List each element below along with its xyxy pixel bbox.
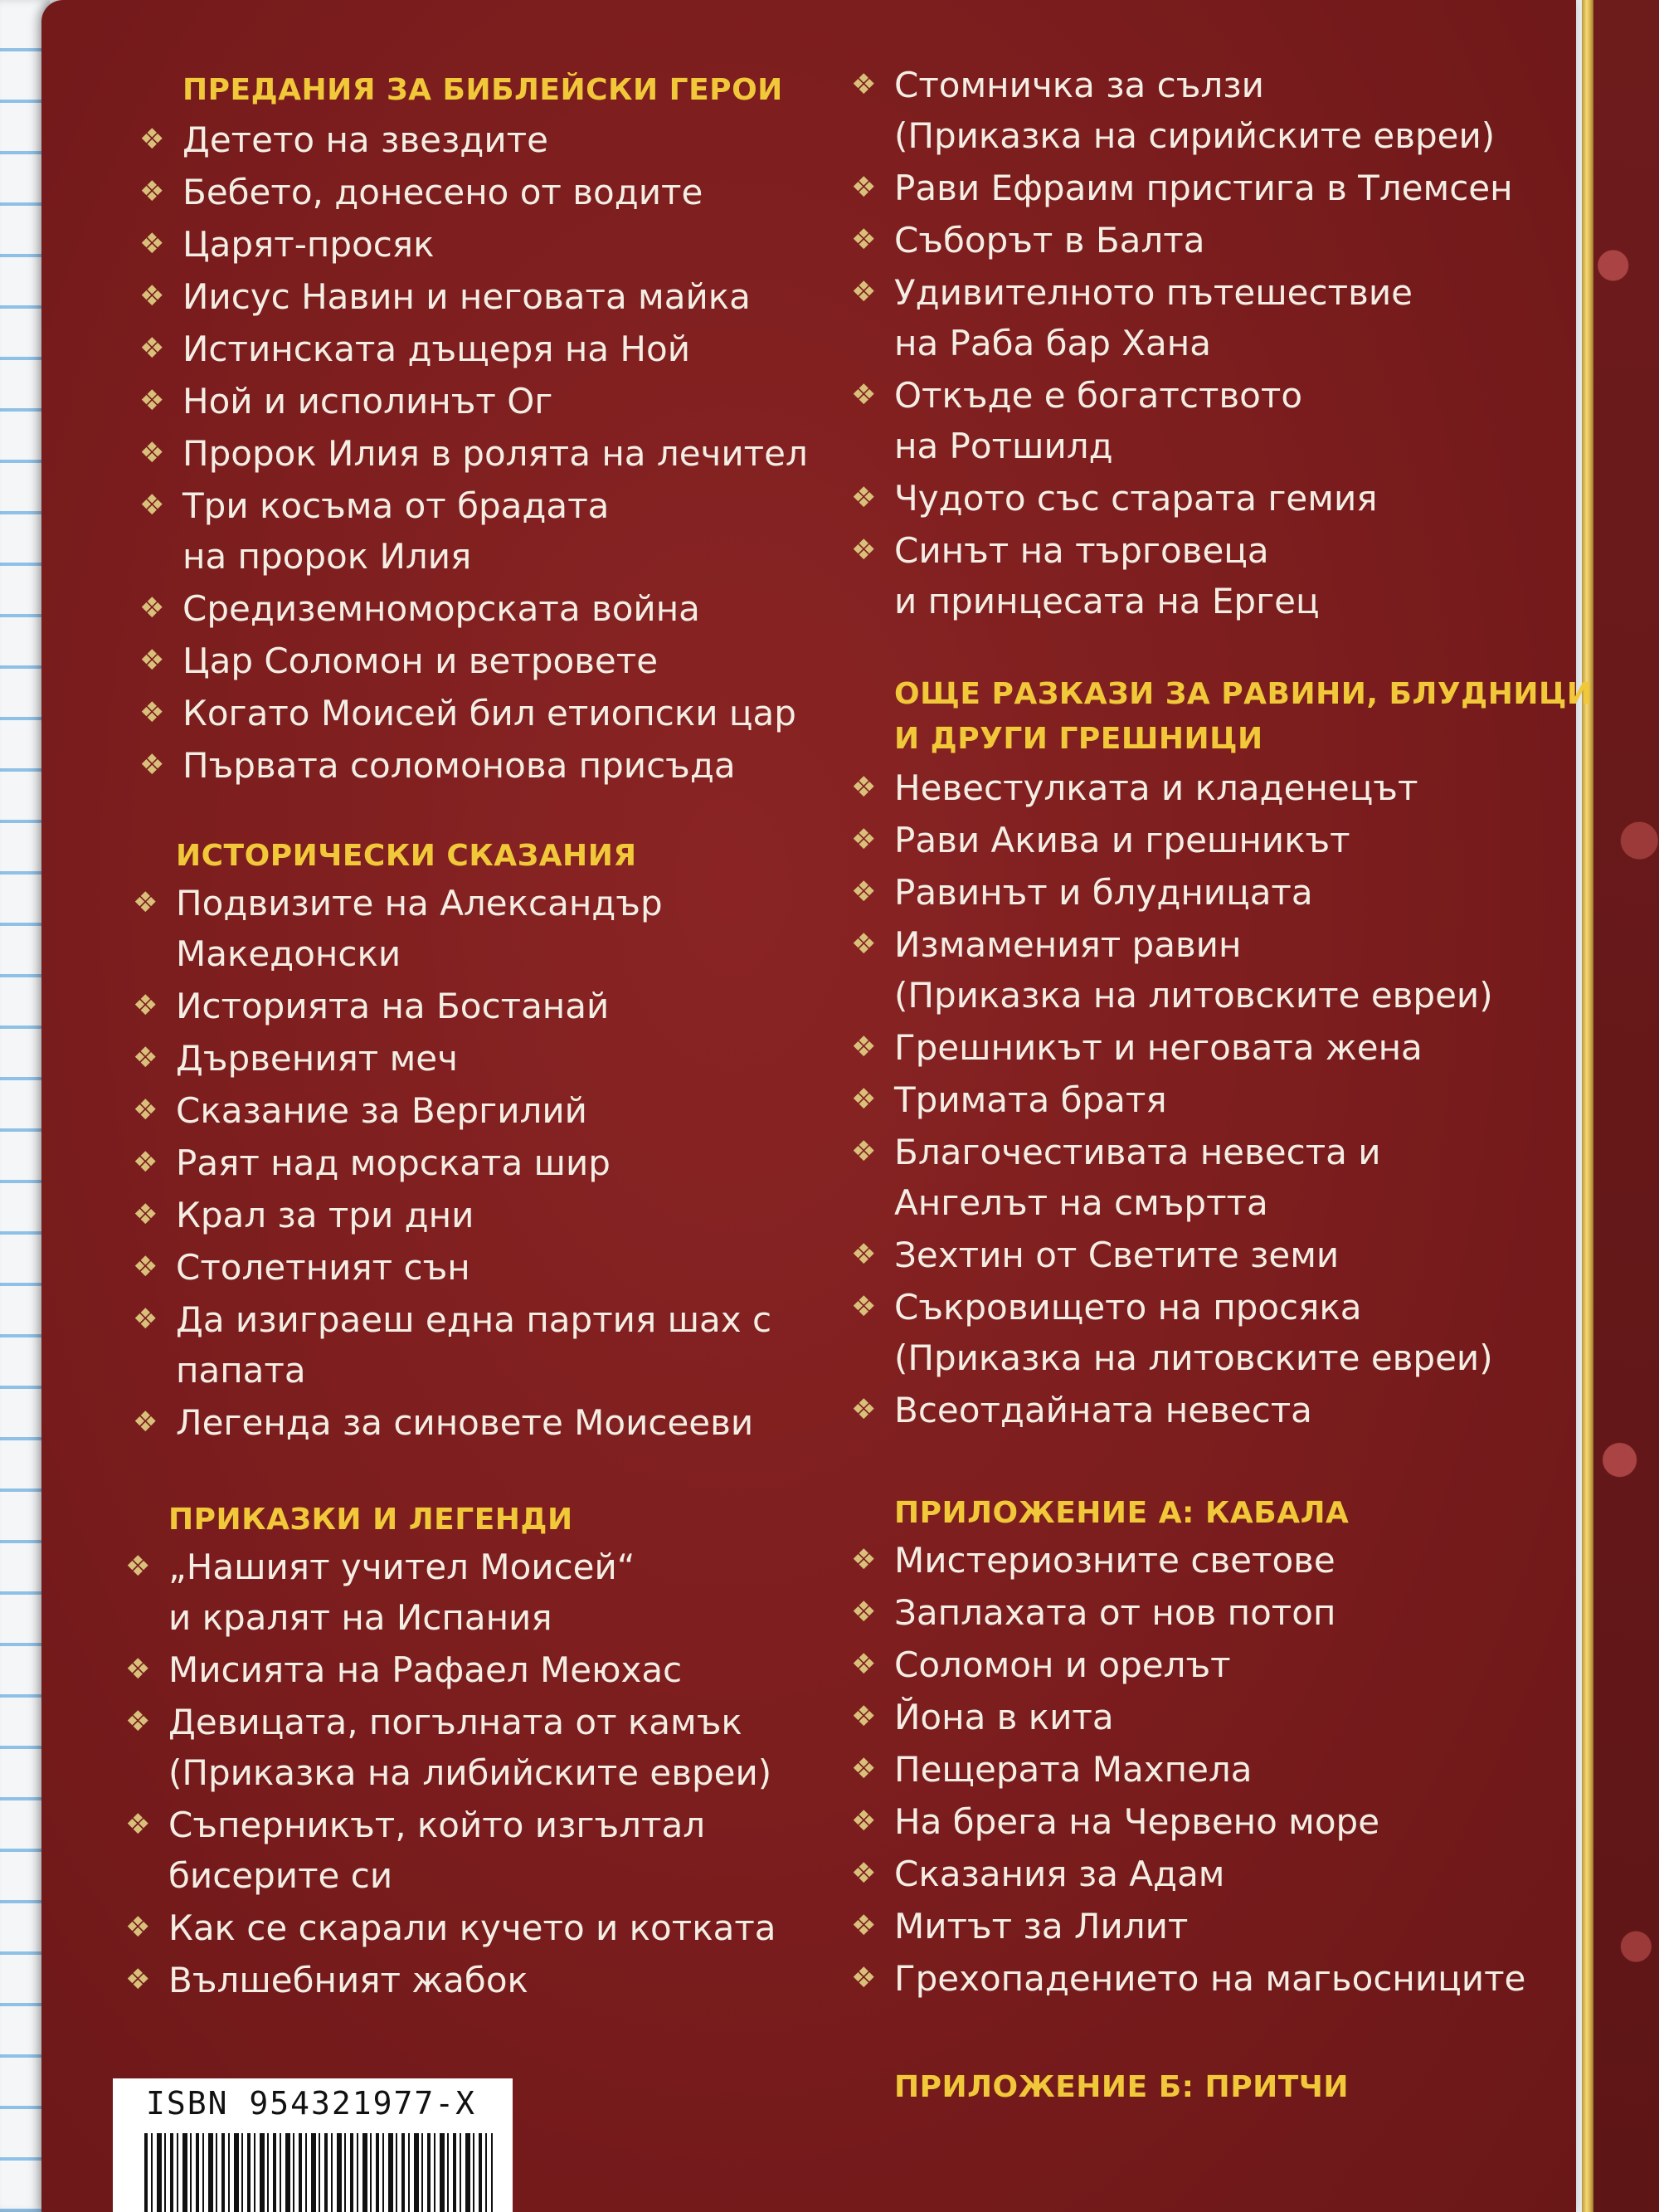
toc-item — [139, 480, 610, 582]
bullet-icon: ❖ — [133, 1250, 158, 1284]
toc-item-text: на пророк Илия — [182, 536, 472, 577]
toc-item — [851, 1535, 1335, 1586]
toc-item — [851, 919, 1493, 1021]
toc-item — [851, 763, 1418, 813]
bullet-icon: ❖ — [851, 875, 877, 909]
toc-item-text: Мистериозните светове — [894, 1540, 1335, 1581]
toc-item — [125, 1903, 776, 1953]
toc-item — [125, 1697, 772, 1798]
toc-item — [139, 324, 690, 374]
toc-item-text: Крал за три дни — [176, 1195, 474, 1235]
bullet-icon: ❖ — [139, 175, 165, 208]
toc-item — [851, 525, 1320, 626]
toc-item — [125, 1955, 528, 2005]
toc-item — [125, 1542, 635, 1643]
toc-item-text: Царят-просяк — [182, 224, 435, 265]
isbn-barcode-label — [113, 2078, 513, 2212]
toc-item-text: Невестулката и кладенецът — [894, 767, 1418, 808]
toc-item — [133, 1294, 772, 1396]
toc-item-text: Стомничка за сълзи — [894, 65, 1264, 105]
toc-item — [139, 219, 435, 270]
toc-item — [851, 1640, 1231, 1690]
toc-item — [139, 688, 796, 738]
toc-item — [851, 1022, 1423, 1073]
bullet-icon: ❖ — [125, 1808, 151, 1841]
bullet-icon: ❖ — [851, 1083, 877, 1116]
toc-item-text: Тримата братя — [894, 1079, 1167, 1120]
toc-item — [851, 815, 1350, 865]
toc-item — [851, 473, 1378, 524]
toc-item-text: Благочестивата невеста и — [894, 1132, 1381, 1172]
toc-item-text: Македонски — [176, 933, 401, 974]
toc-item-text: Ной и исполинът Ог — [182, 381, 553, 421]
toc-item-text: Пещерата Махпела — [894, 1749, 1253, 1790]
toc-item — [851, 60, 1496, 161]
toc-item-text: Измаменият равин — [894, 924, 1242, 965]
bullet-icon: ❖ — [125, 1705, 151, 1738]
toc-item — [133, 981, 610, 1031]
toc-item — [125, 1644, 683, 1695]
toc-item-text: Средиземноморската война — [182, 588, 700, 629]
bullet-icon: ❖ — [133, 1406, 158, 1439]
toc-item-text: Всеотдайната невеста — [894, 1390, 1312, 1430]
bullet-icon: ❖ — [851, 223, 877, 256]
toc-item-text: Рави Акива и грешникът — [894, 820, 1350, 860]
bullet-icon: ❖ — [851, 1543, 877, 1576]
toc-item — [133, 1033, 458, 1084]
toc-item-text: Равинът и блудницата — [894, 872, 1313, 913]
toc-item — [851, 867, 1313, 918]
isbn-number: ISBN 954321977-X — [146, 2085, 477, 2122]
toc-item — [139, 636, 659, 686]
toc-item-text: Легенда за синовете Моисееви — [176, 1402, 754, 1443]
toc-item-text: Сказание за Вергилий — [176, 1090, 587, 1131]
bullet-icon: ❖ — [139, 489, 165, 522]
section-heading: ПРИЛОЖЕНИЕ А: КАБАЛА — [894, 1496, 1350, 1530]
toc-item-text: Съборът в Балта — [894, 220, 1205, 261]
toc-item — [139, 271, 751, 322]
barcode-icon — [144, 2133, 493, 2212]
bullet-icon: ❖ — [133, 1041, 158, 1074]
toc-item — [125, 1800, 706, 1901]
bullet-icon: ❖ — [851, 481, 877, 514]
toc-item-text: Съкровището на просяка — [894, 1287, 1362, 1328]
toc-item — [139, 740, 736, 791]
toc-item-text: Рави Ефраим пристига в Тлемсен — [894, 168, 1513, 208]
bullet-icon: ❖ — [851, 1961, 877, 1995]
toc-item-text: Иисус Навин и неговата майка — [182, 276, 751, 317]
toc-item — [133, 1397, 754, 1448]
toc-item-text: Откъде е богатството — [894, 375, 1303, 416]
section-heading: ПРИКАЗКИ И ЛЕГЕНДИ — [168, 1503, 573, 1537]
toc-item — [851, 1385, 1312, 1435]
toc-item-text: (Приказка на сирийските евреи) — [894, 115, 1496, 156]
section-heading: ПРИЛОЖЕНИЕ Б: ПРИТЧИ — [894, 2070, 1349, 2104]
toc-item-text: Сказания за Адам — [894, 1854, 1225, 1894]
toc-item-text: Ангелът на смъртта — [894, 1182, 1268, 1223]
bullet-icon: ❖ — [851, 68, 877, 101]
toc-item-text: Дървеният меч — [176, 1038, 458, 1079]
bullet-icon: ❖ — [139, 748, 165, 782]
toc-item-text: Чудото със старата гемия — [894, 478, 1378, 519]
toc-item-text: Как се скарали кучето и котката — [168, 1907, 776, 1948]
toc-item — [133, 1085, 587, 1136]
damask-pattern — [1593, 0, 1659, 2212]
toc-item-text: На брега на Червено море — [894, 1801, 1380, 1842]
bullet-icon: ❖ — [851, 771, 877, 804]
bullet-icon: ❖ — [851, 1857, 877, 1890]
bullet-icon: ❖ — [133, 1146, 158, 1179]
toc-item — [133, 1190, 474, 1240]
bullet-icon: ❖ — [133, 1198, 158, 1231]
toc-item-text: на Ротшилд — [894, 426, 1113, 466]
toc-item-text: Пророк Илия в ролята на лечител — [182, 433, 808, 474]
toc-item-text: Грешникът и неговата жена — [894, 1027, 1423, 1068]
bullet-icon: ❖ — [851, 1909, 877, 1942]
toc-item — [851, 1074, 1167, 1125]
toc-item — [851, 1849, 1225, 1899]
bullet-icon: ❖ — [851, 1135, 877, 1168]
bullet-icon: ❖ — [133, 1303, 158, 1336]
toc-item-text: и кралят на Испания — [168, 1597, 552, 1638]
bullet-icon: ❖ — [125, 1653, 151, 1686]
toc-item-text: Бебето, донесено от водите — [182, 172, 703, 212]
bullet-icon: ❖ — [851, 1030, 877, 1064]
bullet-icon: ❖ — [851, 1700, 877, 1733]
toc-item — [851, 1692, 1114, 1742]
toc-item-text: на Раба бар Хана — [894, 323, 1211, 363]
bullet-icon: ❖ — [125, 1963, 151, 1996]
toc-item — [851, 1796, 1380, 1847]
toc-item-text: Заплахата от нов потоп — [894, 1592, 1336, 1633]
toc-item-text: Истинската дъщеря на Ной — [182, 329, 690, 369]
bullet-icon: ❖ — [851, 1805, 877, 1838]
bullet-icon: ❖ — [133, 1094, 158, 1127]
toc-item-text: Йона в кита — [894, 1697, 1114, 1737]
toc-item — [851, 1901, 1189, 1951]
toc-item-text: (Приказка на литовските евреи) — [894, 1337, 1493, 1378]
section-heading: ИСТОРИЧЕСКИ СКАЗАНИЯ — [176, 839, 637, 873]
toc-item-text: бисерите си — [168, 1855, 393, 1896]
toc-item-text: папата — [176, 1350, 306, 1391]
bullet-icon: ❖ — [851, 534, 877, 567]
toc-item-text: Грехопадението на магьосниците — [894, 1958, 1526, 1999]
toc-item-text: Девицата, погълната от камък — [168, 1702, 742, 1742]
toc-item-text: Историята на Бостанай — [176, 986, 610, 1026]
toc-item-text: Подвизите на Александър — [176, 883, 663, 923]
toc-item-text: Соломон и орелът — [894, 1644, 1231, 1685]
toc-item-text: Синът на търговеца — [894, 530, 1269, 571]
bullet-icon: ❖ — [139, 592, 165, 625]
toc-item — [851, 163, 1513, 213]
toc-item-text: Цар Соломон и ветровете — [182, 641, 659, 681]
bullet-icon: ❖ — [851, 1238, 877, 1271]
bullet-icon: ❖ — [851, 928, 877, 961]
bullet-icon: ❖ — [139, 644, 165, 677]
toc-item-text: Когато Моисей бил етиопски цар — [182, 693, 796, 733]
toc-item-text: Детето на звездите — [182, 119, 548, 160]
section-heading: ПРЕДАНИЯ ЗА БИБЛЕЙСКИ ГЕРОИ — [182, 73, 783, 107]
bullet-icon: ❖ — [133, 886, 158, 919]
bullet-icon: ❖ — [139, 332, 165, 365]
bullet-icon: ❖ — [851, 275, 877, 309]
toc-item-text: „Нашият учител Моисей“ — [168, 1547, 635, 1587]
bullet-icon: ❖ — [851, 823, 877, 856]
toc-item — [851, 1953, 1526, 2004]
toc-item-text: (Приказка на литовските евреи) — [894, 975, 1493, 1016]
toc-item — [133, 1242, 470, 1293]
toc-item-text: Три косъма от брадата — [182, 485, 610, 526]
toc-item — [851, 370, 1303, 471]
toc-item-text: Вълшебният жабок — [168, 1960, 528, 2000]
bullet-icon: ❖ — [139, 227, 165, 261]
bullet-icon: ❖ — [851, 1290, 877, 1323]
toc-item-text: Зехтин от Светите земи — [894, 1235, 1340, 1275]
toc-item-text: Съперникът, който изгълтал — [168, 1805, 706, 1845]
toc-item — [139, 376, 553, 426]
toc-item — [851, 1230, 1340, 1280]
toc-item-text: и принцесата на Ергец — [894, 581, 1320, 621]
bullet-icon: ❖ — [133, 989, 158, 1022]
toc-item — [851, 1282, 1493, 1383]
toc-item-text: (Приказка на либийските евреи) — [168, 1752, 772, 1793]
toc-item — [851, 1744, 1253, 1795]
toc-item-text: Удивителното пътешествие — [894, 272, 1413, 313]
bullet-icon: ❖ — [139, 436, 165, 470]
bullet-icon: ❖ — [125, 1550, 151, 1583]
bullet-icon: ❖ — [139, 123, 165, 156]
toc-item — [851, 215, 1205, 266]
bullet-icon: ❖ — [851, 1752, 877, 1786]
section-heading: ОЩЕ РАЗКАЗИ ЗА РАВИНИ, БЛУДНИЦИ И ДРУГИ ГРЕШНИЦИ — [894, 677, 1593, 756]
bullet-icon: ❖ — [139, 696, 165, 729]
toc-item — [133, 878, 663, 979]
toc-item-text: Първата соломонова присъда — [182, 745, 736, 786]
toc-item — [139, 167, 703, 217]
toc-item-text: Да изиграеш една партия шах с — [176, 1299, 772, 1340]
toc-item — [139, 428, 808, 479]
gold-border — [1582, 0, 1593, 2212]
toc-item — [851, 267, 1413, 368]
toc-item — [139, 114, 548, 165]
toc-item — [851, 1127, 1381, 1228]
toc-item-text: Столетният сън — [176, 1247, 470, 1288]
bullet-icon: ❖ — [125, 1911, 151, 1944]
bullet-icon: ❖ — [139, 384, 165, 417]
bullet-icon: ❖ — [851, 1596, 877, 1629]
toc-item-text: Мисията на Рафаел Меюхас — [168, 1649, 683, 1690]
toc-item — [133, 1138, 611, 1188]
bullet-icon: ❖ — [851, 378, 877, 412]
bullet-icon: ❖ — [851, 171, 877, 204]
toc-item-text: Митът за Лилит — [894, 1906, 1189, 1946]
bullet-icon: ❖ — [139, 280, 165, 313]
toc-item-text: Раят над морската шир — [176, 1143, 611, 1183]
toc-item — [139, 583, 700, 634]
bullet-icon: ❖ — [851, 1648, 877, 1681]
toc-item — [851, 1587, 1336, 1638]
bullet-icon: ❖ — [851, 1393, 877, 1426]
